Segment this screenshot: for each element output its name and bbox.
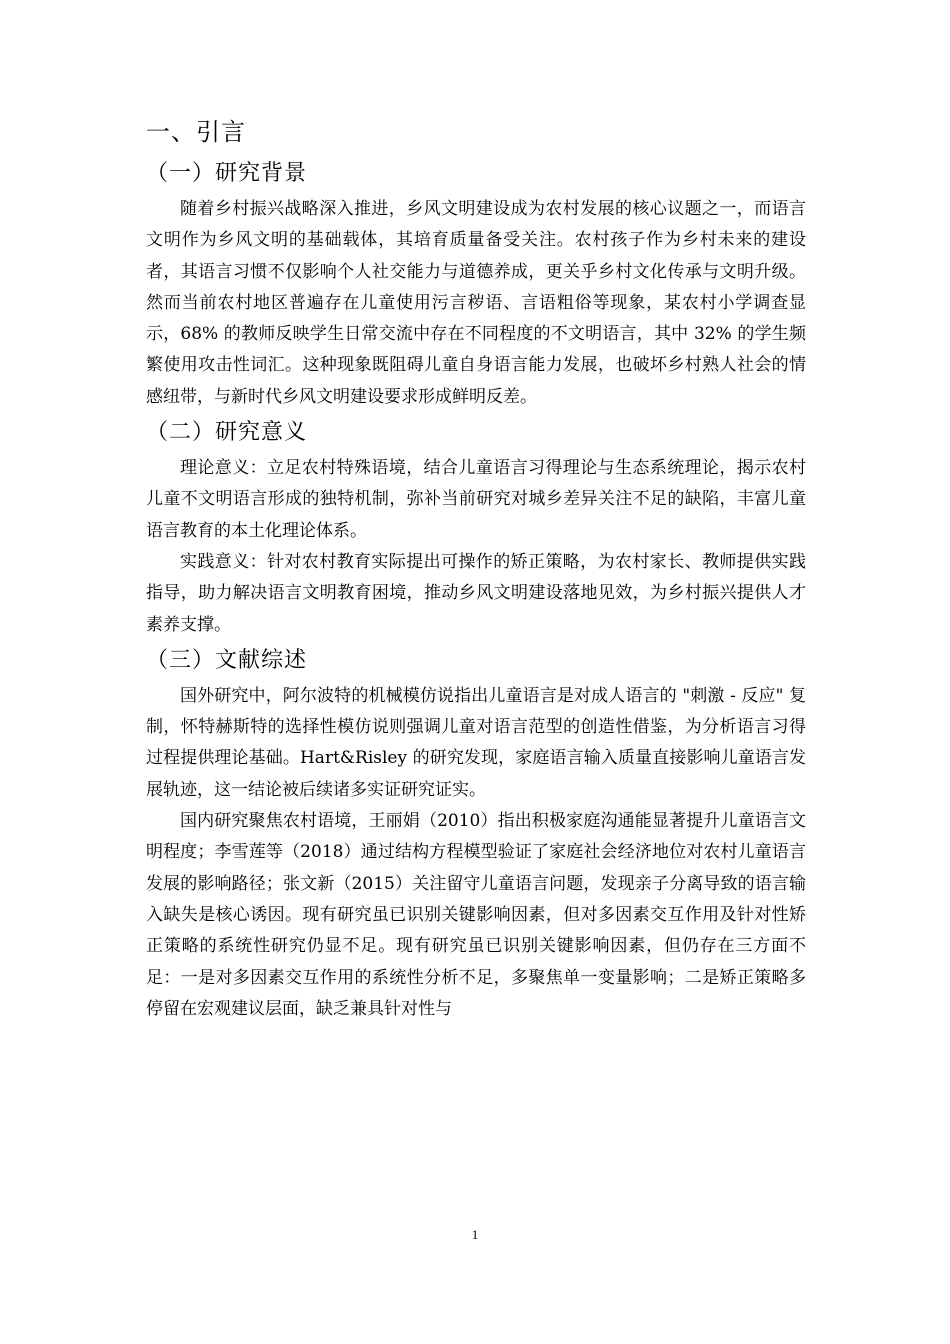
paragraph-foreign-research: 国外研究中，阿尔波特的机械模仿说指出儿童语言是对成人语言的 "刺激 - 反应" 复制，怀特赫斯特的选择性模仿说则强调儿童对语言范型的创造性借鉴，为分析语言习得过程提供理论基础。Hart&Risley 的研究发现，家庭语言输入质量直接影响儿童语言发展轨迹，这一结论被后续诸多实证研究证实。 [146,685,806,800]
paragraph-domestic-research: 国内研究聚焦农村语境，王丽娟（2010）指出积极家庭沟通能显著提升儿童语言文明程度；李雪莲等（2018）通过结构方程模型验证了家庭社会经济地位对农村儿童语言发展的影响路径；张文新（2015）关注留守儿童语言问题，发现亲子分离导致的语言输入缺失是核心诱因。现有研究虽已识别关键影响因素，但对多因素交互作用及针对性矫正策略的系统性研究仍显不足。现有研究虽已识别关键影响因素，但仍存在三方面不足：一是对多因素交互作用的系统性分析不足，多聚焦单一变量影响；二是矫正策略多停留在宏观建议层面，缺乏兼具针对性与 [146,811,806,1019]
paragraph-theoretical-significance: 理论意义：立足农村特殊语境，结合儿童语言习得理论与生态系统理论，揭示农村儿童不文明语言形成的独特机制，弥补当前研究对城乡差异关注不足的缺陷，丰富儿童语言教育的本土化理论体系。 [146,458,806,541]
page-content [146,110,806,1025]
heading-literature-review: （三）文献综述 [146,647,308,673]
heading-research-significance: （二）研究意义 [146,420,308,446]
page-number: 1 [471,1227,479,1242]
heading-research-background: （一）研究背景 [146,161,308,186]
paragraph-practical-significance: 实践意义：针对农村教育实际提出可操作的矫正策略，为农村家长、教师提供实践指导，助力解决语言文明教育困境，推动乡风文明建设落地见效，为乡村振兴提供人才素养支撑。 [146,551,806,635]
heading-introduction: 一、引言 [146,118,246,146]
paragraph-research-background: 随着乡村振兴战略深入推进，乡风文明建设成为农村发展的核心议题之一，而语言文明作为乡风文明的基础载体，其培育质量备受关注。农村孩子作为乡村未来的建设者，其语言习惯不仅影响个人社交能力与道德养成，更关乎乡村文化传承与文明升级。然而当前农村地区普遍存在儿童使用污言秽语、言语粗俗等现象，某农村小学调查显示，68% 的教师反映学生日常交流中存在不同程度的不文明语言，其中 32% 的学生频繁使用攻击性词汇。这种现象既阻碍儿童自身语言能力发展，也破坏乡村熟人社会的情感纽带，与新时代乡风文明建设要求形成鲜明反差。 [146,199,806,407]
